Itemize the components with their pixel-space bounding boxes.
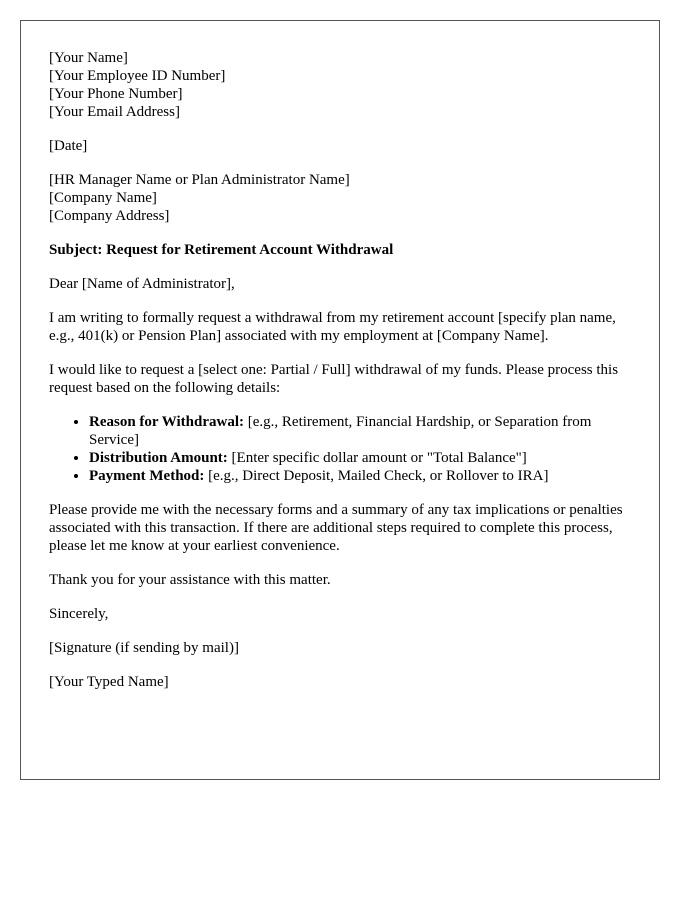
- subject-line: Subject: Request for Retirement Account Withdrawal: [49, 242, 394, 258]
- date-block: [49, 137, 635, 155]
- salutation: Dear [Name of Administrator],: [49, 276, 235, 292]
- detail-label-reason: Reason for Withdrawal:: [89, 414, 245, 430]
- recipient-name: [HR Manager Name or Plan Administrator Name]: [49, 172, 350, 188]
- detail-value-amount: [Enter specific dollar amount or "Total Balance"]: [227, 450, 527, 466]
- list-item: [89, 449, 635, 467]
- list-item: [89, 467, 635, 485]
- sender-employee-id: [Your Employee ID Number]: [49, 68, 226, 84]
- typed-name: [Your Typed Name]: [49, 674, 169, 690]
- intro-paragraph: I am writing to formally request a withdrawal from my retirement account [specify plan name, e.g., 401(k) or Pension Plan] associated with my employment at [Company Name].: [49, 310, 616, 344]
- letter-content: [49, 49, 635, 707]
- request-paragraph: I would like to request a [select one: Partial / Full] withdrawal of my funds. Please process this request based on the following details:: [49, 362, 619, 396]
- detail-value-payment: [e.g., Direct Deposit, Mailed Check, or Rollover to IRA]: [204, 468, 549, 484]
- letter-page: [20, 20, 660, 780]
- signoff: Sincerely,: [49, 606, 109, 622]
- recipient-company: [Company Name]: [49, 190, 157, 206]
- sender-name: [Your Name]: [49, 50, 128, 66]
- sender-phone: [Your Phone Number]: [49, 86, 183, 102]
- recipient-address: [Company Address]: [49, 208, 170, 224]
- recipient-block: [49, 171, 635, 225]
- detail-label-amount: Distribution Amount:: [89, 450, 228, 466]
- signature-placeholder: [Signature (if sending by mail)]: [49, 640, 239, 656]
- list-item: [89, 413, 635, 449]
- letter-date: [Date]: [49, 138, 88, 154]
- thanks-paragraph: Thank you for your assistance with this matter.: [49, 572, 331, 588]
- detail-label-payment: Payment Method:: [89, 468, 205, 484]
- sender-block: [49, 49, 635, 121]
- detail-value-reason: [e.g., Retirement, Financial Hardship, or Separation from Service]: [89, 414, 592, 448]
- details-list: [49, 413, 635, 485]
- sender-email: [Your Email Address]: [49, 104, 180, 120]
- forms-paragraph: Please provide me with the necessary forms and a summary of any tax implications or penalties associated with this transaction. If there are additional steps required to complete this process, please let me know at your earliest convenience.: [49, 502, 623, 554]
